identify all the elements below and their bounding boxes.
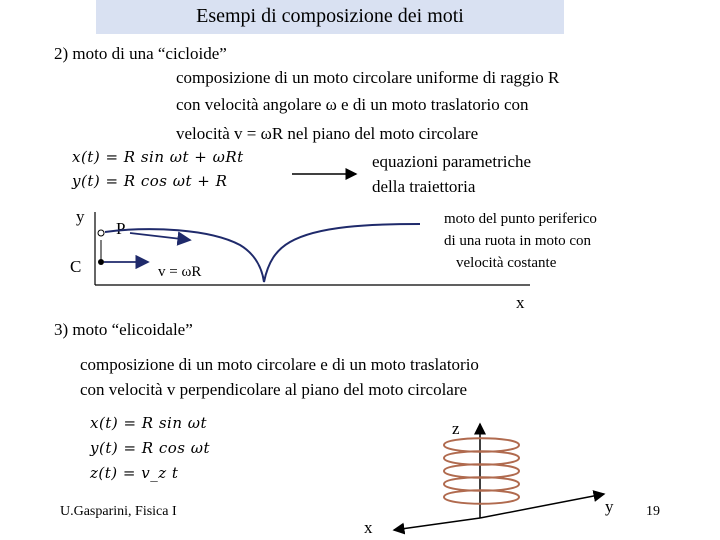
helix-turn-5 [444,438,519,452]
helix-y-axis [480,494,604,518]
cycloid-note-line3: velocità costante [456,255,557,271]
helix-desc-line1: composizione di un moto circolare e di un moto traslatorio [80,355,479,374]
cycloid-eq-x: x(t) = R sin ωt + ωRt [72,148,244,166]
equation-label-line1: equazioni parametriche [372,152,532,171]
point-p-label: P [116,219,126,238]
equation-label-line2: della traiettoria [372,177,476,196]
cycloid-heading-term: “cicloide” [157,44,227,63]
cycloid-desc-line1: composizione di un moto circolare uniforme di raggio R [176,68,560,87]
cycloid-heading-prefix: 2) moto di una [54,44,158,63]
velocity-arrow-p [130,233,190,240]
point-p-marker [98,230,104,236]
helix-eq-x: x(t) = R sin ωt [90,414,208,432]
cycloid-axis-y-label: y [76,207,85,226]
helix-heading: 3) moto “elicoidale” [54,320,193,339]
helix-axis-z-label: z [452,419,460,438]
cycloid-desc-line3: velocità v = ωR nel piano del moto circolare [176,124,479,143]
page-number: 19 [646,504,660,519]
helix-x-axis [394,518,480,530]
velocity-label: v = ωR [158,264,202,280]
point-c-label: C [70,257,82,276]
helix-axis-y-label: y [605,497,614,516]
helix-diagram [394,424,604,530]
cycloid-eq-y: y(t) = R cos ωt + R [72,172,228,190]
page-title: Esempi di composizione dei moti [196,5,464,27]
helix-turn-4 [444,451,519,465]
cycloid-diagram [95,212,530,285]
helix-turn-2 [444,477,519,491]
helix-turn-1 [444,490,519,504]
cycloid-axis-x-label: x [516,293,525,312]
helix-desc-line2: con velocità v perpendicolare al piano del moto circolare [80,380,468,399]
cycloid-curve [105,224,420,282]
cycloid-note-line2: di una ruota in moto con [444,233,592,249]
helix-eq-y: y(t) = R cos ωt [90,439,211,457]
helix-axis-x-label: x [364,518,373,537]
cycloid-desc-line2: con velocità angolare ω e di un moto traslatorio con [176,95,529,114]
helix-turn-3 [444,464,519,478]
helix-eq-z: z(t) = v_z t [90,464,179,482]
author-footer: U.Gasparini, Fisica I [60,504,177,519]
cycloid-note-line1: moto del punto periferico [444,211,597,227]
